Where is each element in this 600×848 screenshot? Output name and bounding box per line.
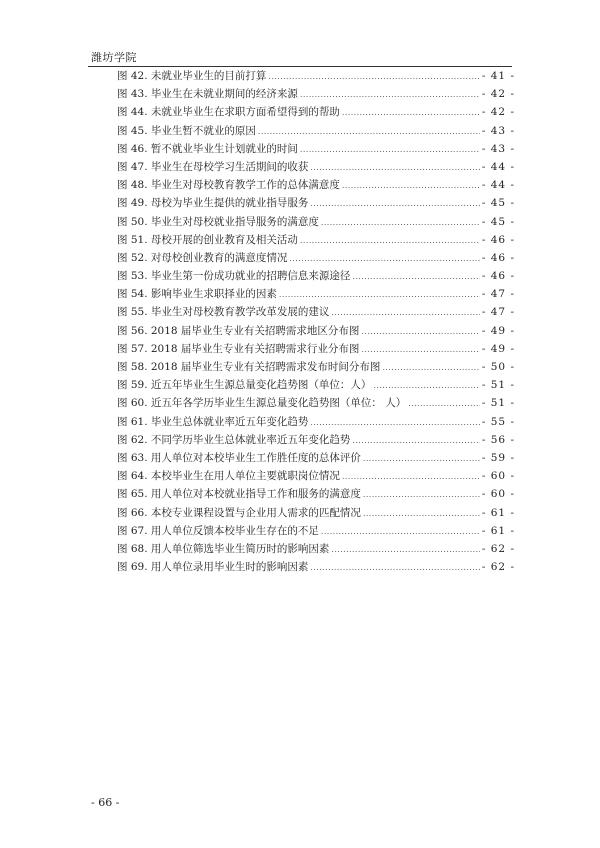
toc-entry[interactable] bbox=[117, 250, 515, 268]
toc-entry-title: 图 63. 用人单位对本校毕业生工作胜任度的总体评价 bbox=[117, 451, 361, 464]
toc-entry-page: - 41 - bbox=[481, 70, 515, 82]
toc-entry-title: 图 57. 2018 届毕业生专业有关招聘需求行业分布图 bbox=[117, 342, 360, 355]
toc-entry[interactable] bbox=[117, 86, 515, 104]
dot-leader bbox=[300, 90, 480, 99]
dot-leader bbox=[363, 454, 480, 463]
toc-entry[interactable] bbox=[117, 450, 515, 468]
toc-entry[interactable] bbox=[117, 523, 515, 541]
toc-entry[interactable] bbox=[117, 214, 515, 232]
toc-entry-page: - 43 - bbox=[481, 124, 515, 137]
toc-entry-page: - 49 - bbox=[481, 342, 515, 355]
toc-entry-page: - 49 - bbox=[481, 324, 515, 337]
dot-leader bbox=[363, 490, 480, 499]
toc-entry-title: 图 49. 母校为毕业生提供的就业指导服务 bbox=[117, 197, 309, 210]
toc-entry-title: 图 59. 近五年毕业生生源总量变化趋势图（单位：人） bbox=[117, 379, 372, 392]
toc-entry-title: 图 62. 不同学历毕业生总体就业率近五年变化趋势 bbox=[117, 433, 351, 446]
dot-leader bbox=[352, 272, 479, 281]
dot-leader bbox=[373, 381, 479, 390]
dot-leader bbox=[310, 563, 479, 572]
toc-entry-title: 图 54. 影响毕业生求职择业的因素 bbox=[117, 288, 277, 301]
toc-entry[interactable] bbox=[117, 104, 515, 122]
toc-entry-page: - 46 - bbox=[481, 233, 515, 246]
toc-entry[interactable] bbox=[117, 123, 515, 141]
toc-entry[interactable] bbox=[117, 195, 515, 213]
toc-entry[interactable] bbox=[117, 468, 515, 486]
toc-entry-title: 图 52. 对母校创业教育的满意度情况 bbox=[117, 251, 288, 264]
toc-entry-title: 图 42. 未就业毕业生的目前打算 bbox=[117, 70, 267, 82]
toc-entry[interactable] bbox=[117, 68, 515, 86]
toc-entry-page: - 44 - bbox=[481, 179, 515, 192]
toc-entry-page: - 45 - bbox=[481, 197, 515, 210]
dot-leader bbox=[310, 199, 479, 208]
toc-entry-title: 图 67. 用人单位反馈本校毕业生存在的不足 bbox=[117, 524, 319, 537]
toc-entry[interactable] bbox=[117, 232, 515, 250]
toc-entry[interactable] bbox=[117, 559, 515, 577]
toc-entry[interactable] bbox=[117, 341, 515, 359]
toc-entry[interactable] bbox=[117, 414, 515, 432]
toc-entry-page: - 50 - bbox=[481, 361, 515, 373]
toc-entry-title: 图 55. 毕业生对母校教育教学改革发展的建议 bbox=[117, 306, 330, 319]
dot-leader bbox=[268, 72, 479, 81]
page-number: - 66 - bbox=[91, 796, 120, 809]
dot-leader bbox=[321, 218, 480, 227]
toc-entry[interactable] bbox=[117, 541, 515, 559]
toc-entry-page: - 46 - bbox=[481, 251, 515, 264]
dot-leader bbox=[382, 363, 479, 372]
toc-entry-page: - 61 - bbox=[481, 524, 515, 537]
toc-entry-page: - 47 - bbox=[481, 288, 515, 301]
toc-entry-title: 图 64. 本校毕业生在用人单位主要就职岗位情况 bbox=[117, 470, 340, 483]
dot-leader bbox=[321, 527, 480, 536]
header-title: 潍坊学院 bbox=[91, 51, 137, 64]
toc-entry-title: 图 45. 毕业生暂不就业的原因 bbox=[117, 124, 256, 137]
toc-entry[interactable] bbox=[117, 359, 515, 377]
toc-entry-title: 图 48. 毕业生对母校教育教学工作的总体满意度 bbox=[117, 179, 340, 192]
toc-entry-title: 图 46. 暂不就业毕业生计划就业的时间 bbox=[117, 142, 298, 155]
toc-entry-title: 图 68. 用人单位筛选毕业生简历时的影响因素 bbox=[117, 542, 330, 555]
dot-leader bbox=[310, 163, 479, 172]
dot-leader bbox=[363, 509, 480, 518]
toc-entry-page: - 51 - bbox=[481, 379, 515, 392]
toc-entry[interactable] bbox=[117, 395, 515, 413]
dot-leader bbox=[408, 399, 480, 408]
toc-entry-title: 图 47. 毕业生在母校学习生活期间的收获 bbox=[117, 160, 309, 173]
toc-entry[interactable] bbox=[117, 304, 515, 322]
toc-entry[interactable] bbox=[117, 323, 515, 341]
toc-entry-page: - 43 - bbox=[481, 142, 515, 155]
toc-entry-page: - 56 - bbox=[481, 433, 515, 446]
dot-leader bbox=[342, 181, 480, 190]
dot-leader bbox=[258, 127, 480, 136]
toc-entry[interactable] bbox=[117, 268, 515, 286]
dot-leader bbox=[361, 327, 479, 336]
toc-entry-title: 图 65. 用人单位对本校就业指导工作和服务的满意度 bbox=[117, 488, 361, 501]
toc-entry-title: 图 43. 毕业生在未就业期间的经济来源 bbox=[117, 88, 298, 101]
dot-leader bbox=[342, 108, 480, 117]
dot-leader bbox=[310, 418, 479, 427]
toc-entry[interactable] bbox=[117, 505, 515, 523]
toc-entry-page: - 59 - bbox=[481, 451, 515, 464]
toc-entry[interactable] bbox=[117, 486, 515, 504]
toc-entry-title: 图 69. 用人单位录用毕业生时的影响因素 bbox=[117, 561, 309, 574]
toc-entry-page: - 62 - bbox=[481, 561, 515, 574]
dot-leader bbox=[342, 472, 480, 481]
toc-entry-title: 图 51. 母校开展的创业教育及相关活动 bbox=[117, 233, 298, 246]
toc-entry-title: 图 50. 毕业生对母校就业指导服务的满意度 bbox=[117, 215, 319, 228]
dot-leader bbox=[352, 436, 479, 445]
toc-entry-page: - 42 - bbox=[481, 106, 515, 119]
toc-entry-page: - 60 - bbox=[481, 488, 515, 501]
dot-leader bbox=[300, 145, 480, 154]
toc-entry-page: - 42 - bbox=[481, 88, 515, 101]
toc-entry-page: - 55 - bbox=[481, 415, 515, 428]
toc-entry-page: - 60 - bbox=[481, 470, 515, 483]
toc-entry-title: 图 53. 毕业生第一份成功就业的招聘信息来源途径 bbox=[117, 270, 351, 283]
header-rule bbox=[88, 66, 512, 67]
toc-entry[interactable] bbox=[117, 141, 515, 159]
toc-entry-page: - 45 - bbox=[481, 215, 515, 228]
dot-leader bbox=[331, 308, 479, 317]
toc-entry-page: - 62 - bbox=[481, 542, 515, 555]
toc-entry[interactable] bbox=[117, 286, 515, 304]
toc-entry-title: 图 44. 未就业毕业生在求职方面希望得到的帮助 bbox=[117, 106, 340, 119]
dot-leader bbox=[331, 545, 479, 554]
toc-entry-page: - 61 - bbox=[481, 506, 515, 519]
toc-entry-title: 图 56. 2018 届毕业生专业有关招聘需求地区分布图 bbox=[117, 324, 360, 337]
toc-entry-title: 图 61. 毕业生总体就业率近五年变化趋势 bbox=[117, 415, 309, 428]
dot-leader bbox=[289, 254, 479, 263]
toc-entry-page: - 44 - bbox=[481, 160, 515, 173]
toc-entry-page: - 46 - bbox=[481, 270, 515, 283]
table-of-figures bbox=[117, 68, 515, 577]
dot-leader bbox=[300, 236, 480, 245]
toc-entry-title: 图 58. 2018 届毕业生专业有关招聘需求发布时间分布图 bbox=[117, 361, 381, 373]
toc-entry[interactable] bbox=[117, 377, 515, 395]
toc-entry[interactable] bbox=[117, 432, 515, 450]
toc-entry-page: - 51 - bbox=[481, 397, 515, 410]
toc-entry-title: 图 66. 本校专业课程设置与企业用人需求的匹配情况 bbox=[117, 506, 361, 519]
toc-entry-page: - 47 - bbox=[481, 306, 515, 319]
toc-entry[interactable] bbox=[117, 177, 515, 195]
toc-entry[interactable] bbox=[117, 159, 515, 177]
dot-leader bbox=[279, 290, 480, 299]
toc-entry-title: 图 60. 近五年各学历毕业生生源总量变化趋势图（单位： 人） bbox=[117, 397, 407, 410]
dot-leader bbox=[361, 345, 479, 354]
